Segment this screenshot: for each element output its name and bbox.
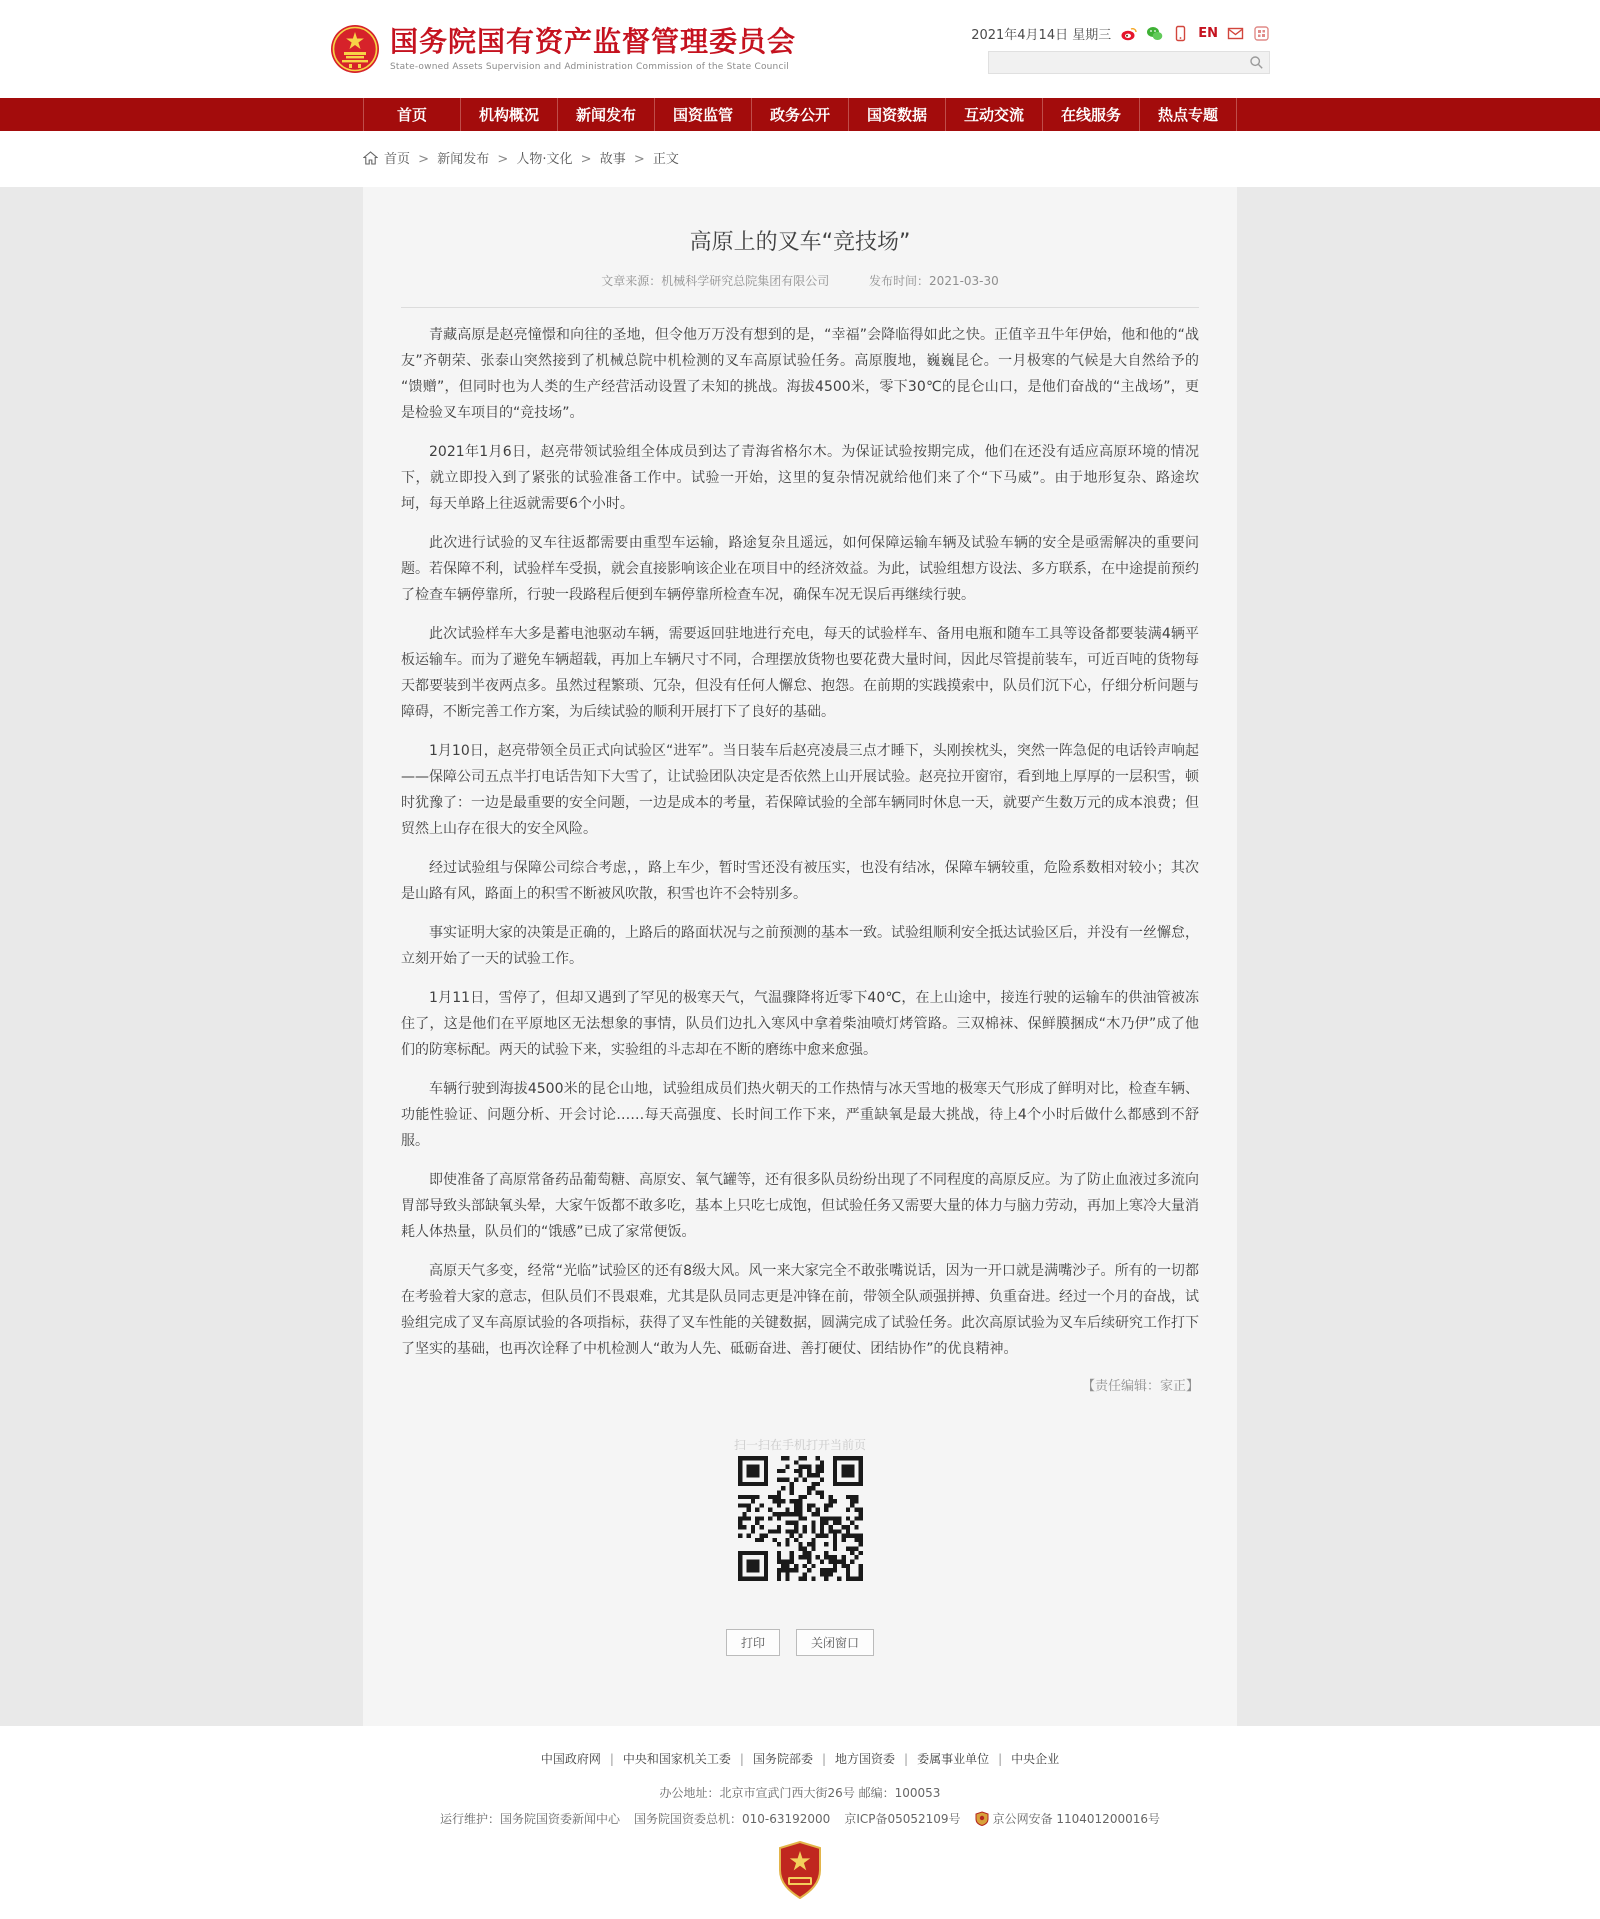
meta-divider — [401, 307, 1199, 308]
breadcrumb — [363, 148, 1237, 167]
footer-switchboard: 国务院国资委总机：010-63192000 — [634, 1812, 831, 1826]
print-button[interactable]: 打印 — [726, 1629, 780, 1656]
footer-address: 办公地址：北京市宣武门西大街26号 邮编：100053 — [659, 1786, 941, 1800]
breadcrumb-item[interactable]: 人物·文化 > — [516, 152, 599, 167]
editor-line: 【责任编辑：家正】 — [1081, 1379, 1199, 1394]
site-brand[interactable] — [330, 24, 796, 74]
article-paragraph: 青藏高原是赵亮憧憬和向往的圣地，但令他万万没有想到的是，“幸福”会降临得如此之快。正值辛丑牛年伊始，他和他的“战友”齐朝荣、张泰山突然接到了机械总院中机检测的叉车高原试验任务。高原腹地，巍巍昆仑。一月极寒的气候是大自然给予的“馈赠”，但同时也为人类的生产经营活动设置了未知的挑战。海拔4500米，零下30℃的昆仑山口，是他们奋战的“主战场”，更是检验叉车项目的“竞技场”。 — [401, 327, 1199, 421]
site-subtitle: State-owned Assets Supervision and Administration Commission of the State Council — [390, 61, 790, 72]
article-meta — [401, 272, 1199, 289]
footer-link[interactable]: 中国政府网 | — [541, 1752, 623, 1766]
footer-icp[interactable]: 京ICP备05052109号 — [844, 1812, 961, 1826]
footer-link[interactable]: 委属事业单位 | — [917, 1752, 1011, 1766]
footer-link[interactable]: 中央和国家机关工委 | — [623, 1752, 753, 1766]
article-paragraph: 即使准备了高原常备药品葡萄糖、高原安、氧气罐等，还有很多队员纷纷出现了不同程度的高原反应。为了防止血液过多流向胃部导致头部缺氧头晕，大家午饭都不敢多吃，基本上只吃七成饱，但试验任务又需要大量的体力与脑力劳动，再加上寒冷大量消耗人体热量，队员们的“饿感”已成了家常便饭。 — [401, 1172, 1199, 1240]
article-paragraph: 高原天气多变，经常“光临”试验区的还有8级大风。风一来大家完全不敢张嘴说话，因为一开口就是满嘴沙子。所有的一切都在考验着大家的意志，但队员们不畏艰难，尤其是队员同志更是冲锋在前，带领全队顽强拼搏、负重奋进。经过一个月的奋战，试验组完成了叉车高原试验的各项指标，获得了叉车性能的关键数据，圆满完成了试验任务。此次高原试验为叉车后续研究工作打下了坚实的基础，也再次诠释了中机检测人“敢为人先、砥砺奋进、善打硬仗、团结协作”的优良精神。 — [401, 1263, 1199, 1357]
breadcrumb-item[interactable]: 正文 — [652, 152, 679, 167]
article-title: 高原上的叉车“竞技场” — [689, 230, 911, 255]
police-badge-icon — [975, 1811, 989, 1826]
nav-item[interactable]: 首页 — [363, 98, 460, 131]
article-paragraph: 此次试验样车大多是蓄电池驱动车辆，需要返回驻地进行充电，每天的试验样车、备用电瓶和随车工具等设备都要装满4辆平板运输车。而为了避免车辆超载，再加上车辆尺寸不同，合理摆放货物也要花费大量时间，因此尽管提前装车，可近百吨的货物每天都要装到半夜两点多。虽然过程繁琐、冗杂，但没有任何人懈怠、抱怨。在前期的实践摸索中，队员们沉下心，仔细分析问题与障碍，不断完善工作方案，为后续试验的顺利开展打下了良好的基础。 — [401, 626, 1199, 720]
national-emblem-logo — [330, 24, 380, 74]
qr-caption: 扫一扫在手机打开当前页 — [733, 1438, 866, 1452]
site-footer — [0, 1726, 1600, 1919]
article-publish-time: 发布时间：2021-03-30 — [869, 274, 999, 288]
english-version-link[interactable]: EN — [1198, 26, 1218, 41]
mobile-icon[interactable] — [1172, 25, 1189, 42]
article-paragraph: 2021年1月6日，赵亮带领试验组全体成员到达了青海省格尔木。为保证试验按期完成，他们在还没有适应高原环境的情况下，就立即投入到了紧张的试验准备工作中。试验一开始，这里的复杂情况就给他们来了个“下马威”。由于地形复杂、路途坎坷，每天单路上往返就需要6个小时。 — [401, 444, 1199, 512]
footer-maintenance-row — [0, 1810, 1600, 1827]
article-body — [401, 322, 1199, 1362]
nav-item[interactable]: 热点专题 — [1139, 98, 1237, 131]
breadcrumb-item[interactable]: 新闻发布 > — [437, 152, 516, 167]
weibo-icon[interactable] — [1120, 25, 1137, 42]
main-nav — [0, 98, 1600, 131]
article-paragraph: 经过试验组与保障公司综合考虑，，路上车少，暂时雪还没有被压实，也没有结冰，保障车辆较重，危险系数相对较小；其次是山路有风，路面上的积雪不断被风吹散，积雪也许不会特别多。 — [401, 860, 1199, 902]
footer-link[interactable]: 中央企业 — [1011, 1752, 1060, 1766]
nav-item[interactable]: 政务公开 — [751, 98, 848, 131]
mail-icon[interactable] — [1227, 25, 1244, 42]
home-icon[interactable] — [363, 151, 378, 165]
breadcrumb-item[interactable]: 故事 > — [600, 152, 653, 167]
article-paragraph: 车辆行驶到海拔4500米的昆仑山地，试验组成员们热火朝天的工作热情与冰天雪地的极寒天气形成了鲜明对比，检查车辆、功能性验证、问题分析、开会讨论……每天高强度、长时间工作下来，严重缺氧是最大挑战，待上4个小时后做什么都感到不舒服。 — [401, 1081, 1199, 1149]
nav-item[interactable]: 互动交流 — [945, 98, 1042, 131]
search-icon[interactable] — [1249, 55, 1264, 70]
article-paragraph: 1月10日，赵亮带领全员正式向试验区“进军”。当日装车后赵亮凌晨三点才睡下，头刚挨枕头，突然一阵急促的电话铃声响起——保障公司五点半打电话告知下大雪了，让试验团队决定是否依然上山开展试验。赵亮拉开窗帘，看到地上厚厚的一层积雪，顿时犹豫了：一边是最重要的安全问题，一边是成本的考量，若保障试验的全部车辆同时休息一天，就要产生数万元的成本浪费；但贸然上山存在很大的安全风险。 — [401, 743, 1199, 837]
close-window-button[interactable]: 关闭窗口 — [796, 1629, 874, 1656]
nav-item[interactable]: 机构概况 — [460, 98, 557, 131]
nav-item[interactable]: 国资监管 — [654, 98, 751, 131]
article-source: 文章来源：机械科学研究总院集团有限公司 — [601, 274, 830, 288]
article-paragraph: 1月11日，雪停了，但却又遇到了罕见的极寒天气，气温骤降将近零下40℃，在上山途中，接连行驶的运输车的供油管被冻住了，这是他们在平原地区无法想象的事情，队员们边扎入寒风中拿着柴油喷灯烤管路。三双棉袜、保鲜膜捆成“木乃伊”成了他们的防寒标配。两天的试验下来，实验组的斗志却在不断的磨练中愈来愈强。 — [401, 990, 1199, 1058]
article-paragraph: 事实证明大家的决策是正确的，上路后的路面状况与之前预测的基本一致。试验组顺利安全抵达试验区后，并没有一丝懈怠，立刻开始了一天的试验工作。 — [401, 925, 1199, 967]
current-date: 2021年4月14日 星期三 — [971, 28, 1112, 43]
breadcrumb-item[interactable]: 首页 > — [384, 152, 437, 167]
search-input[interactable] — [989, 53, 1269, 74]
footer-security[interactable]: 京公网安备 110401200016号 — [992, 1812, 1160, 1826]
nav-item[interactable]: 国资数据 — [848, 98, 945, 131]
qr-scan-icon[interactable] — [1253, 25, 1270, 42]
nav-item[interactable]: 在线服务 — [1042, 98, 1139, 131]
footer-link[interactable]: 地方国资委 | — [835, 1752, 917, 1766]
footer-maintenance: 运行维护：国务院国资委新闻中心 — [439, 1812, 620, 1826]
gov-badge[interactable] — [0, 1841, 1600, 1899]
article — [363, 187, 1237, 1726]
article-paragraph: 此次进行试验的叉车往返都需要由重型车运输，路途复杂且遥远，如何保障运输车辆及试验车辆的安全是亟需解决的重要问题。若保障不利，试验样车受损，就会直接影响该企业在项目中的经济效益。为此，试验组想方设法、多方联系，在中途提前预约了检查车辆停靠所，行驶一段路程后便到车辆停靠所检查车况，确保车况无误后再继续行驶。 — [401, 535, 1199, 603]
footer-links — [0, 1750, 1600, 1767]
footer-link[interactable]: 国务院部委 | — [753, 1752, 835, 1766]
qr-code — [738, 1456, 863, 1581]
nav-item[interactable]: 新闻发布 — [557, 98, 654, 131]
wechat-icon[interactable] — [1146, 25, 1163, 42]
search-box — [988, 51, 1270, 74]
site-header — [0, 0, 1600, 98]
site-title: 国务院国有资产监督管理委员会 — [390, 25, 797, 59]
